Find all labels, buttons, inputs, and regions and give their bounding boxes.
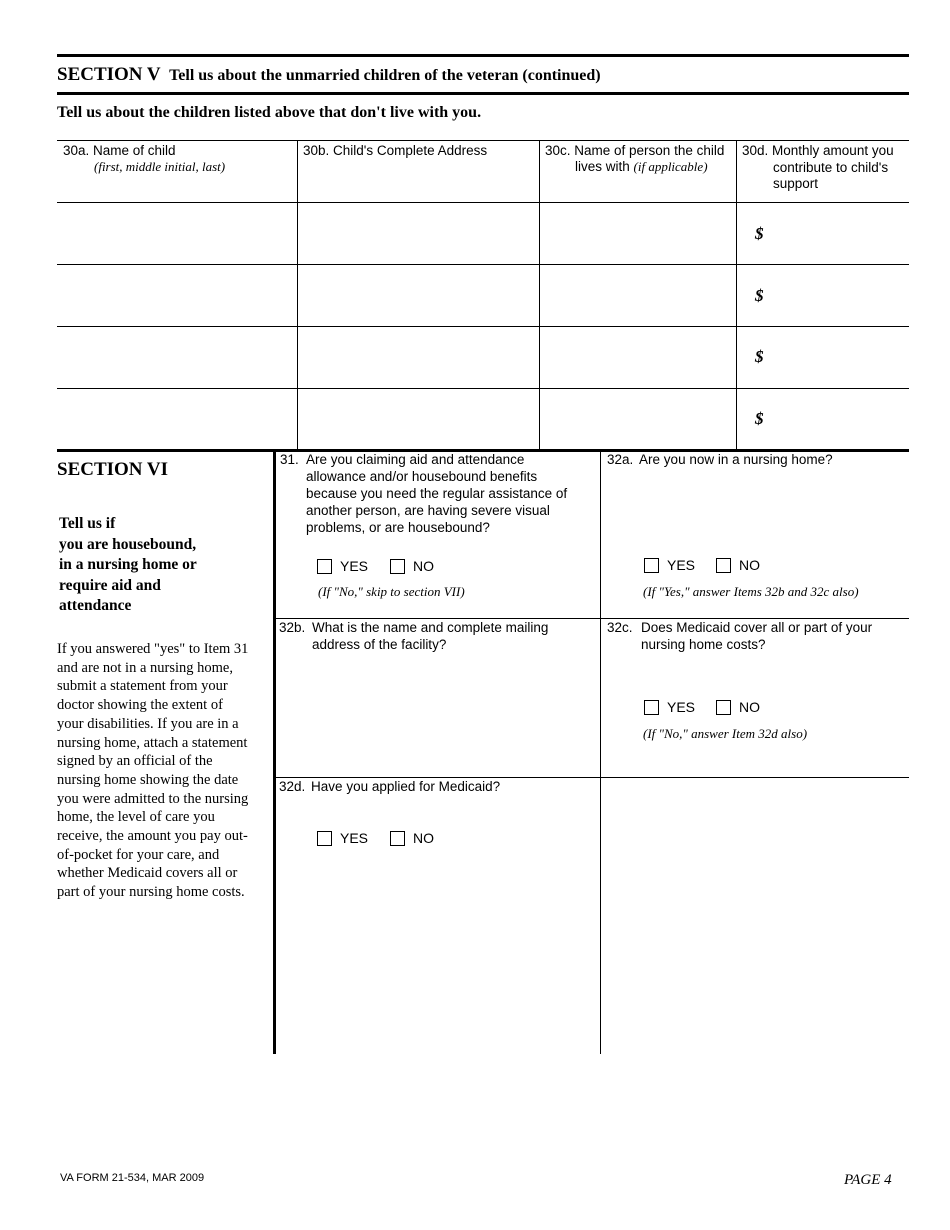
section-top-rule — [57, 54, 909, 57]
question-32c — [607, 619, 905, 653]
instructions-line: nursing home, attach a statement — [57, 734, 248, 751]
q32d-yes-checkbox[interactable] — [317, 831, 332, 846]
child-address-field[interactable] — [298, 203, 538, 263]
instructions-line: If you answered "yes" to Item 31 — [57, 641, 249, 657]
q32a-yes-checkbox[interactable] — [644, 558, 659, 573]
question-32b — [279, 619, 597, 653]
section-5-heading-rule — [57, 92, 909, 95]
section-6-intro-line: attendance — [59, 597, 132, 614]
section-6-left-rule — [273, 450, 276, 1054]
question-31-number: 31. — [280, 452, 299, 467]
instructions-line: of-pocket for your care, and — [57, 846, 220, 863]
page-number: PAGE 4 — [844, 1172, 892, 1188]
form-id: VA FORM 21-534, MAR 2009 — [60, 1172, 205, 1184]
instructions-line: part of your nursing home costs. — [57, 884, 245, 901]
child-address-field[interactable] — [298, 327, 538, 387]
facility-address-field[interactable] — [280, 656, 596, 774]
question-31-text: another person, are having severe visual — [306, 503, 550, 518]
q31-yes-checkbox[interactable] — [317, 559, 332, 574]
section-5-heading — [57, 64, 601, 86]
section-6-mid-rule — [600, 452, 601, 1054]
column-30c-hint: (if applicable) — [633, 159, 708, 174]
instructions-line: whether Medicaid covers all or — [57, 865, 238, 882]
column-header-30b: 30b. Child's Complete Address — [303, 143, 488, 158]
q32d-yes-label: YES — [340, 830, 369, 846]
q32d-no-checkbox[interactable] — [390, 831, 405, 846]
question-32a-number: 32a. — [607, 452, 634, 467]
instructions-line: signed by an official of the — [57, 753, 213, 770]
q31-no-checkbox[interactable] — [390, 559, 405, 574]
question-31-text: allowance and/or housebound benefits — [306, 469, 538, 484]
section-6-intro-line: Tell us if — [59, 515, 116, 532]
column-header-30d — [742, 143, 894, 193]
currency-symbol: $ — [755, 224, 764, 243]
question-32b-text: What is the name and complete mailing — [312, 620, 549, 635]
q31-note: (If "No," skip to section VII) — [318, 584, 465, 599]
child-name-field[interactable] — [58, 389, 296, 448]
q31-no-label: NO — [413, 558, 434, 574]
section-6-intro-line: you are housebound, — [59, 535, 197, 553]
instructions-line: doctor showing the extent of — [57, 697, 223, 714]
section-6-intro — [59, 514, 197, 617]
instructions-line: nursing home showing the date — [57, 771, 239, 788]
currency-symbol: $ — [755, 286, 764, 305]
child-name-field[interactable] — [58, 265, 296, 325]
column-header-30c — [545, 143, 724, 175]
q32a-no-label: NO — [739, 557, 760, 573]
question-31-text: problems, or are housebound? — [306, 520, 490, 535]
column-30c-label-line2: lives with — [575, 159, 634, 174]
section-6-instructions — [57, 640, 248, 902]
instructions-line: home, the level of care you — [57, 809, 215, 826]
q32d-no-label: NO — [413, 830, 434, 846]
question-32d-text: Have you applied for Medicaid? — [311, 779, 501, 794]
column-30c-label-line1: 30c. Name of person the child — [545, 143, 725, 158]
question-32d-number: 32d. — [279, 779, 306, 794]
currency-symbol: $ — [755, 409, 764, 428]
instructions-line: your disabilities. If you are in a — [57, 715, 239, 732]
child-address-field[interactable] — [298, 389, 538, 448]
question-32c-number: 32c. — [607, 620, 633, 635]
q31-yes-label: YES — [340, 558, 369, 574]
section-6-label: SECTION VI — [57, 459, 169, 480]
instructions-line: you were admitted to the nursing — [57, 790, 249, 807]
question-32d — [279, 778, 597, 795]
q32a-yes-label: YES — [667, 557, 696, 573]
question-32c-text: nursing home costs? — [641, 637, 766, 652]
child-name-field[interactable] — [58, 203, 296, 263]
instructions-line: and are not in a nursing home, — [57, 659, 233, 676]
column-30a-label: 30a. Name of child — [63, 143, 176, 158]
question-32c-text: Does Medicaid cover all or part of your — [641, 620, 873, 635]
question-32a — [607, 451, 902, 468]
child-name-field[interactable] — [58, 327, 296, 387]
section-6-intro-line: in a nursing home or — [59, 556, 197, 573]
q32c-note: (If "No," answer Item 32d also) — [643, 726, 808, 741]
q32c-yes-label: YES — [667, 699, 696, 715]
q32a-no-checkbox[interactable] — [716, 558, 731, 573]
question-32b-text: address of the facility? — [312, 637, 447, 652]
currency-symbol: $ — [755, 347, 764, 366]
question-31-text: because you need the regular assistance of — [306, 486, 568, 501]
section-5-title: Tell us about the unmarried children of the veteran (continued) — [169, 67, 601, 84]
custodian-name-field[interactable] — [540, 203, 735, 263]
question-32a-text: Are you now in a nursing home? — [639, 452, 833, 467]
instructions-line: submit a statement from your — [57, 678, 228, 695]
column-30d-label-line1: 30d. Monthly amount you — [742, 143, 894, 158]
section-6-intro-line: require aid and — [59, 576, 161, 594]
column-30d-label-line3: support — [773, 176, 819, 191]
custodian-name-field[interactable] — [540, 265, 735, 325]
table-top-rule — [57, 140, 909, 141]
q32c-yes-checkbox[interactable] — [644, 700, 659, 715]
question-31 — [280, 451, 595, 536]
column-30d-label-line2: contribute to child's — [773, 159, 889, 175]
q32c-no-checkbox[interactable] — [716, 700, 731, 715]
question-32b-number: 32b. — [279, 620, 306, 635]
custodian-name-field[interactable] — [540, 327, 735, 387]
child-address-field[interactable] — [298, 265, 538, 325]
section-5-subtitle: Tell us about the children listed above that don't live with you. — [57, 104, 482, 121]
q32a-note: (If "Yes," answer Items 32b and 32c also) — [643, 584, 859, 599]
custodian-name-field[interactable] — [540, 389, 735, 448]
question-31-text: Are you claiming aid and attendance — [306, 452, 525, 467]
q32c-no-label: NO — [739, 699, 760, 715]
column-header-30a — [63, 143, 225, 175]
section-5-label: SECTION V — [57, 64, 161, 85]
instructions-line: receive, the amount you pay out- — [57, 828, 248, 845]
column-30a-hint: (first, middle initial, last) — [94, 159, 226, 174]
